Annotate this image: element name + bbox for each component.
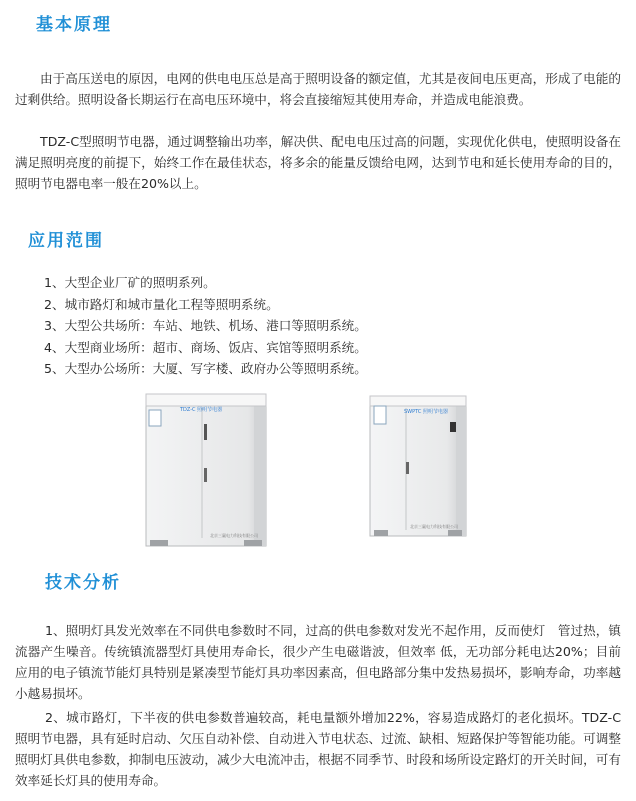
cabinet-badge: TDZ-C 照明节电器 [180,407,223,413]
list-item: 4、大型商业场所：超市、商场、饭店、宾馆等照明系统。 [44,339,367,355]
section-title: 应用范围 [28,231,104,251]
paragraph: 由于高压送电的原因，电网的供电电压总是高于照明设备的额定值，尤其是夜间电压更高，形成了电能的过剩供给。照明设备长期运行在高电压环境中，将会直接缩短其使用寿命，并造成电能浪费。 [15,71,621,107]
cabinet-badge: SWPTC 照明节电器 [404,409,448,415]
paragraph: 1、照明灯具发光效率在不同供电参数时不同，过高的供电参数对发光不起作用，反而使灯 管过热，镇流器产生噪音。传统镇流器型灯具使用寿命长，很少产生电磁谐波，但效率 低，无功部分耗电达20%；目前应用的电子镇流节能灯具特别是紧凑型节能灯具功率因素高，但电路部分集中发热易损坏，影响寿命，功率越小越易损坏。 [15,623,621,701]
cabinet-maker: 北京三赢电力科技有限公司 [210,533,258,538]
section-title: 技术分析 [45,573,121,593]
list-item: 3、大型公共场所：车站、地铁、机场、港口等照明系统。 [44,318,367,333]
section-title: 基本原理 [36,15,112,35]
cabinet-maker: 北京三赢电力科技有限公司 [410,524,458,529]
list-item: 1、大型企业厂矿的照明系列。 [44,275,216,290]
list-item: 2、城市路灯和城市量化工程等照明系统。 [44,296,279,312]
paragraph: 2、城市路灯，下半夜的供电参数普遍较高，耗电量额外增加22%，容易造成路灯的老化损坏。TDZ-C照明节电器，具有延时启动、欠压自动补偿、自动进入节电状态、过流、缺相、短路保护等智能功能。可调整照明灯具供电参数，抑制电压波动，减少大电流冲击，根据不同季节、时段和场所设定路灯的开关时间，可有效率延长灯具的使用寿命。 [15,710,621,788]
small-cabinet-product-photo [366,392,470,542]
application-list [44,272,367,380]
list-item: 5、大型办公场所：大厦、写字楼、政府办公等照明系统。 [44,361,367,376]
large-cabinet-product-photo [140,388,272,554]
paragraph: TDZ-C型照明节电器，通过调整输出功率，解决供、配电电压过高的问题，实现优化供电，使照明设备在满足照明亮度的前提下，始终工作在最佳状态，将多余的能量反馈给电网，达到节电和延长使用寿命的目的，照明节电器电率一般在20%以上。 [15,134,621,191]
